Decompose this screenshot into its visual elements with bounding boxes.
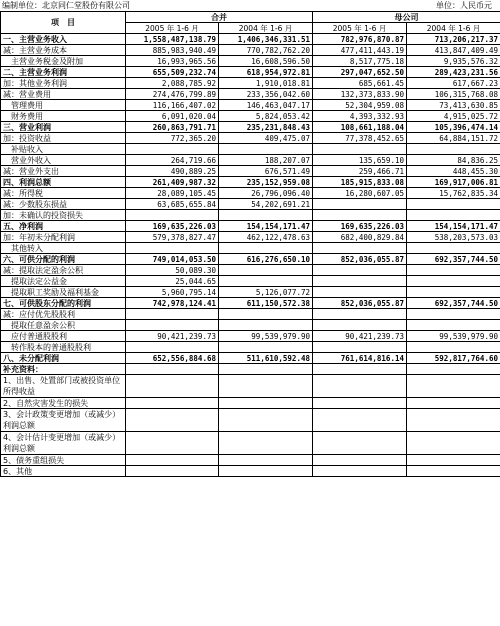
value-cell: 772,365.20 (126, 133, 219, 144)
table-row (1, 287, 500, 298)
row-label: 营业外收入 (1, 155, 126, 166)
value-cell: 50,089.30 (126, 265, 219, 276)
table-row (1, 353, 500, 364)
company-label: 编制单位：北京同仁堂股份有限公司 (2, 1, 130, 10)
value-cell: 6,091,020.04 (126, 111, 219, 122)
value-cell: 15,762,835.34 (407, 188, 500, 199)
value-cell: 652,556,884.68 (126, 353, 219, 364)
empty-cell (313, 409, 407, 432)
table-row (1, 320, 500, 331)
value-cell (407, 265, 500, 276)
table-row (1, 100, 500, 111)
table-row (1, 166, 500, 177)
value-cell: 618,954,972.81 (219, 67, 313, 78)
table-row (1, 144, 500, 155)
row-label: 加：投资收益 (1, 133, 126, 144)
row-label: 其他转入 (1, 243, 126, 254)
value-cell (126, 309, 219, 320)
value-cell: 4,393,332.93 (313, 111, 407, 122)
value-cell (407, 276, 500, 287)
empty-cell (219, 375, 313, 398)
supplement-row (1, 409, 500, 432)
value-cell: 477,411,443.19 (313, 45, 407, 56)
value-cell: 5,824,053.42 (219, 111, 313, 122)
row-label: 减：主营业务成本 (1, 45, 126, 56)
value-cell: 692,357,744.50 (407, 254, 500, 265)
value-cell (407, 287, 500, 298)
value-cell (126, 243, 219, 254)
value-cell: 132,373,833.90 (313, 89, 407, 100)
value-cell: 146,463,047.17 (219, 100, 313, 111)
table-row (1, 56, 500, 67)
value-cell: 655,509,232.74 (126, 67, 219, 78)
row-label: 转作股本的普通股股利 (1, 342, 126, 353)
value-cell (126, 320, 219, 331)
value-cell: 1,406,346,331.51 (219, 34, 313, 45)
consolidated-header: 合并 (126, 12, 313, 23)
value-cell: 154,154,171.47 (407, 221, 500, 232)
value-cell (126, 144, 219, 155)
value-cell (219, 342, 313, 353)
value-cell: 52,304,959.08 (313, 100, 407, 111)
table-row (1, 78, 500, 89)
value-cell: 64,884,151.72 (407, 133, 500, 144)
row-label: 财务费用 (1, 111, 126, 122)
value-cell (219, 210, 313, 221)
supplement-row (1, 466, 500, 477)
row-label: 加：未确认的投资损失 (1, 210, 126, 221)
table-row (1, 298, 500, 309)
value-cell: 885,983,940.49 (126, 45, 219, 56)
value-cell (313, 320, 407, 331)
table-row (1, 155, 500, 166)
parent-header: 母公司 (313, 12, 500, 23)
value-cell: 235,231,848.43 (219, 122, 313, 133)
empty-cell (219, 432, 313, 455)
value-cell: 1,558,487,138.79 (126, 34, 219, 45)
row-label: 六、可供分配的利润 (1, 254, 126, 265)
value-cell (407, 199, 500, 210)
row-label: 三、营业利润 (1, 122, 126, 133)
value-cell: 5,960,795.14 (126, 287, 219, 298)
value-cell: 297,047,652.50 (313, 67, 407, 78)
value-cell (407, 210, 500, 221)
value-cell: 685,661.45 (313, 78, 407, 89)
value-cell (219, 320, 313, 331)
value-cell: 16,608,596.50 (219, 56, 313, 67)
empty-cell (407, 466, 500, 477)
value-cell (407, 144, 500, 155)
table-row (1, 276, 500, 287)
table-row (1, 67, 500, 78)
table-row (1, 122, 500, 133)
income-statement-table (0, 11, 500, 477)
value-cell (313, 265, 407, 276)
table-row (1, 34, 500, 45)
empty-cell (126, 364, 219, 375)
empty-cell (407, 398, 500, 409)
table-row (1, 342, 500, 353)
empty-cell (126, 398, 219, 409)
value-cell: 28,089,105.45 (126, 188, 219, 199)
empty-cell (126, 432, 219, 455)
value-cell (313, 210, 407, 221)
empty-cell (407, 455, 500, 466)
period-header: 2004 年 1-6 月 (219, 23, 313, 34)
value-cell: 448,455.30 (407, 166, 500, 177)
row-label: 减：营业费用 (1, 89, 126, 100)
value-cell: 742,978,124.41 (126, 298, 219, 309)
value-cell: 852,036,055.87 (313, 254, 407, 265)
empty-cell (219, 364, 313, 375)
value-cell: 852,036,055.87 (313, 298, 407, 309)
table-row (1, 243, 500, 254)
value-cell: 233,356,042.60 (219, 89, 313, 100)
row-label: 减：营业外支出 (1, 166, 126, 177)
empty-cell (407, 432, 500, 455)
empty-cell (219, 466, 313, 477)
table-row (1, 177, 500, 188)
value-cell: 749,014,053.50 (126, 254, 219, 265)
period-header: 2005 年 1-6 月 (126, 23, 219, 34)
value-cell: 25,044.65 (126, 276, 219, 287)
value-cell: 105,396,474.14 (407, 122, 500, 133)
value-cell (219, 265, 313, 276)
value-cell: 782,976,870.87 (313, 34, 407, 45)
supplement-row (1, 455, 500, 466)
value-cell: 8,517,775.18 (313, 56, 407, 67)
supplement-item: 1、出售、处置部门或被投资单位所得收益 (1, 375, 126, 398)
period-header: 2004 年 1-6 月 (407, 23, 500, 34)
row-label: 二、主营业务利润 (1, 67, 126, 78)
value-cell (407, 309, 500, 320)
value-cell (313, 243, 407, 254)
value-cell: 2,088,785.92 (126, 78, 219, 89)
value-cell: 169,635,226.03 (313, 221, 407, 232)
value-cell: 169,635,226.03 (126, 221, 219, 232)
row-label: 减：应付优先股股利 (1, 309, 126, 320)
value-cell: 108,661,188.04 (313, 122, 407, 133)
period-header: 2005 年 1-6 月 (313, 23, 407, 34)
value-cell (407, 342, 500, 353)
empty-cell (313, 364, 407, 375)
empty-cell (407, 375, 500, 398)
value-cell: 616,276,650.10 (219, 254, 313, 265)
value-cell: 592,817,764.60 (407, 353, 500, 364)
row-label: 补贴收入 (1, 144, 126, 155)
value-cell: 713,206,217.37 (407, 34, 500, 45)
empty-cell (313, 398, 407, 409)
table-row (1, 221, 500, 232)
table-row (1, 265, 500, 276)
supplement-item: 5、债务重组损失 (1, 455, 126, 466)
value-cell: 84,836.25 (407, 155, 500, 166)
value-cell: 511,610,592.48 (219, 353, 313, 364)
value-cell: 260,863,791.71 (126, 122, 219, 133)
row-label: 八、未分配利润 (1, 353, 126, 364)
row-label: 四、利润总额 (1, 177, 126, 188)
value-cell: 617,667.23 (407, 78, 500, 89)
value-cell (219, 309, 313, 320)
table-row (1, 45, 500, 56)
table-row (1, 111, 500, 122)
value-cell: 135,659.10 (313, 155, 407, 166)
row-label: 五、净利润 (1, 221, 126, 232)
value-cell (313, 199, 407, 210)
value-cell: 462,122,478.63 (219, 232, 313, 243)
value-cell (313, 287, 407, 298)
value-cell (219, 276, 313, 287)
table-row (1, 331, 500, 342)
value-cell: 579,378,827.47 (126, 232, 219, 243)
supplement-row (1, 375, 500, 398)
value-cell (313, 342, 407, 353)
value-cell: 169,917,006.81 (407, 177, 500, 188)
value-cell: 261,409,987.32 (126, 177, 219, 188)
value-cell: 77,378,452.65 (313, 133, 407, 144)
report-header (0, 0, 500, 11)
row-label: 主营业务税金及附加 (1, 56, 126, 67)
value-cell: 26,796,096.40 (219, 188, 313, 199)
value-cell: 16,993,965.56 (126, 56, 219, 67)
row-label: 一、主营业务收入 (1, 34, 126, 45)
value-cell: 73,413,630.85 (407, 100, 500, 111)
value-cell: 1,910,018.81 (219, 78, 313, 89)
empty-cell (407, 364, 500, 375)
value-cell: 116,166,407.02 (126, 100, 219, 111)
value-cell: 99,539,979.90 (407, 331, 500, 342)
value-cell: 761,614,816.14 (313, 353, 407, 364)
empty-cell (126, 466, 219, 477)
table-row (1, 210, 500, 221)
currency-label: 单位：人民币元 (436, 1, 492, 10)
value-cell (313, 144, 407, 155)
empty-cell (219, 398, 313, 409)
empty-cell (126, 409, 219, 432)
header-row-1 (1, 12, 500, 23)
supplement-item: 3、会计政策变更增加（或减少）利润总额 (1, 409, 126, 432)
empty-cell (126, 375, 219, 398)
value-cell: 63,685,655.84 (126, 199, 219, 210)
empty-cell (313, 432, 407, 455)
value-cell (219, 144, 313, 155)
supplement-title: 补充资料： (1, 364, 126, 375)
table-row (1, 232, 500, 243)
value-cell: 413,847,409.49 (407, 45, 500, 56)
supplement-title-row (1, 364, 500, 375)
empty-cell (126, 455, 219, 466)
empty-cell (313, 466, 407, 477)
table-row (1, 309, 500, 320)
empty-cell (219, 455, 313, 466)
row-label: 管理费用 (1, 100, 126, 111)
empty-cell (313, 455, 407, 466)
value-cell: 676,571.49 (219, 166, 313, 177)
value-cell: 16,280,607.05 (313, 188, 407, 199)
value-cell: 259,466.71 (313, 166, 407, 177)
row-label: 加：年初未分配利润 (1, 232, 126, 243)
table-row (1, 133, 500, 144)
value-cell (407, 243, 500, 254)
value-cell: 106,315,768.08 (407, 89, 500, 100)
value-cell: 9,935,576.32 (407, 56, 500, 67)
empty-cell (219, 409, 313, 432)
value-cell: 154,154,171.47 (219, 221, 313, 232)
value-cell: 235,152,959.08 (219, 177, 313, 188)
value-cell: 289,423,231.56 (407, 67, 500, 78)
value-cell (407, 320, 500, 331)
row-label: 提取法定公益金 (1, 276, 126, 287)
value-cell: 611,150,572.38 (219, 298, 313, 309)
table-row (1, 89, 500, 100)
table-row (1, 188, 500, 199)
value-cell: 4,915,025.72 (407, 111, 500, 122)
supplement-item: 2、自然灾害发生的损失 (1, 398, 126, 409)
value-cell: 90,421,239.73 (126, 331, 219, 342)
row-label: 提取职工奖励及福利基金 (1, 287, 126, 298)
value-cell: 264,719.66 (126, 155, 219, 166)
value-cell: 692,357,744.50 (407, 298, 500, 309)
value-cell: 90,421,239.73 (313, 331, 407, 342)
value-cell: 538,203,573.03 (407, 232, 500, 243)
supplement-row (1, 398, 500, 409)
supplement-row (1, 432, 500, 455)
value-cell: 99,539,979.90 (219, 331, 313, 342)
value-cell: 185,915,833.08 (313, 177, 407, 188)
empty-cell (313, 375, 407, 398)
row-label: 应付普通股股利 (1, 331, 126, 342)
row-label: 加：其他业务利润 (1, 78, 126, 89)
item-column-header: 项 目 (1, 12, 126, 34)
value-cell: 5,126,077.72 (219, 287, 313, 298)
empty-cell (407, 409, 500, 432)
supplement-item: 6、其他 (1, 466, 126, 477)
value-cell: 770,782,762.20 (219, 45, 313, 56)
value-cell: 188,207.07 (219, 155, 313, 166)
value-cell (313, 309, 407, 320)
value-cell: 490,889.25 (126, 166, 219, 177)
row-label: 提取任意盈余公积 (1, 320, 126, 331)
row-label: 减：所得税 (1, 188, 126, 199)
supplement-item: 4、会计估计变更增加（或减少）利润总额 (1, 432, 126, 455)
row-label: 减：少数股东损益 (1, 199, 126, 210)
value-cell (126, 210, 219, 221)
value-cell (313, 276, 407, 287)
value-cell: 54,202,691.21 (219, 199, 313, 210)
value-cell (219, 243, 313, 254)
row-label: 减：提取法定盈余公积 (1, 265, 126, 276)
value-cell: 409,475.07 (219, 133, 313, 144)
row-label: 七、可供股东分配的利润 (1, 298, 126, 309)
value-cell: 682,400,829.84 (313, 232, 407, 243)
table-row (1, 199, 500, 210)
value-cell (126, 342, 219, 353)
value-cell: 274,476,799.89 (126, 89, 219, 100)
table-row (1, 254, 500, 265)
